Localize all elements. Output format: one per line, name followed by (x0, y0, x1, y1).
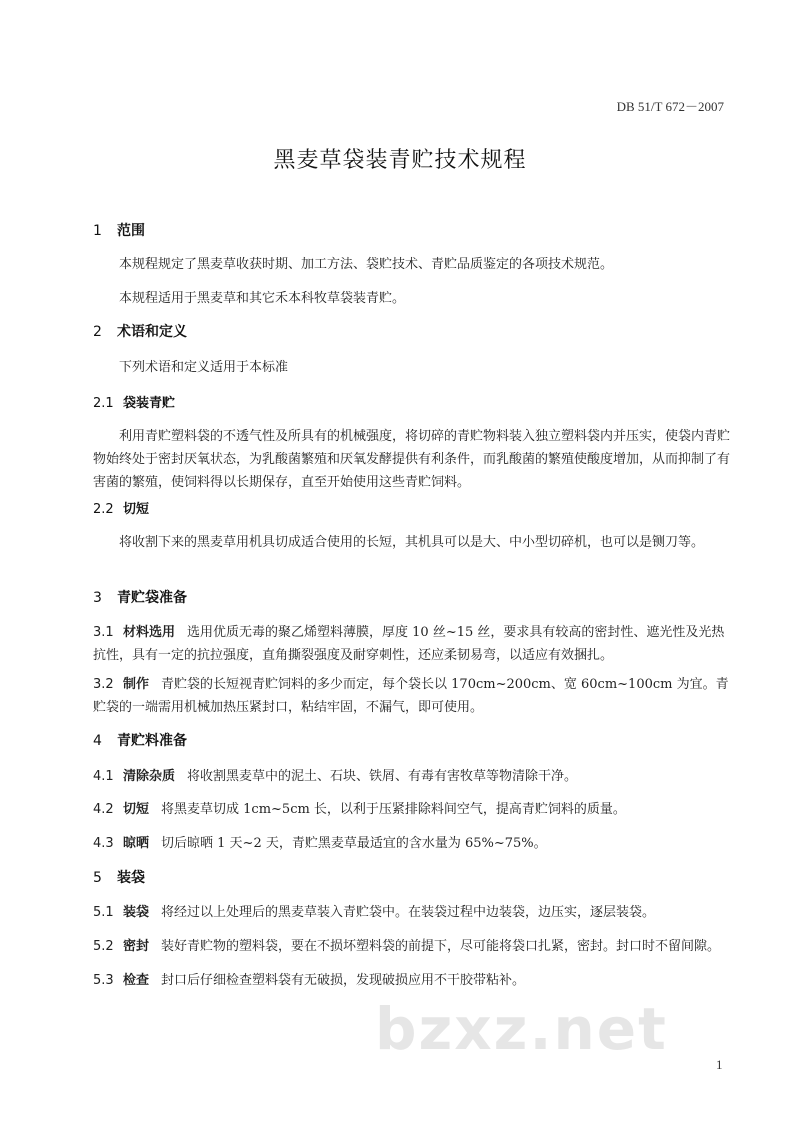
section-3-1-paragraph (93, 621, 733, 667)
subsection-number: 3.1 (93, 625, 114, 640)
section-4-1-paragraph (93, 765, 733, 788)
subsection-text: 封口后仔细检查塑料袋有无破损，发现破损应用不干胶带粘补。 (161, 973, 526, 988)
section-1-paragraph-2: 本规程适用于黑麦草和其它禾本科牧草袋装青贮。 (119, 291, 406, 306)
subsection-text: 将收割黑麦草中的泥土、石块、铁屑、有毒有害牧草等物清除干净。 (187, 769, 578, 784)
section-1-paragraph-1: 本规程规定了黑麦草收获时期、加工方法、袋贮技术、青贮品质鉴定的各项技术规范。 (119, 257, 614, 272)
section-4-2-paragraph (93, 798, 733, 821)
subsection-text: 青贮袋的长短视青贮饲料的多少而定，每个袋长以 170cm~200cm、宽 60cm~100cm 为宜。青贮袋的一端需用机械加热压紧封口，粘结牢固，不漏气，即可使用。 (93, 677, 729, 715)
section-2-1-text: 利用青贮塑料袋的不透气性及所具有的机械强度，将切碎的青贮物料装入独立塑料袋内并压实，使袋内青贮物始终处于密封厌氧状态，为乳酸菌繁殖和厌氧发酵提供有利条件，而乳酸菌的繁殖使酸度增加，从而抑制了有害菌的繁殖，使饲料得以长期保存，直至开始使用这些青贮饲料。 (93, 429, 731, 490)
section-title: 青贮料准备 (117, 733, 187, 749)
section-2-2-heading (93, 498, 149, 517)
section-number: 1 (93, 223, 102, 239)
subsection-title: 材料选用 (123, 625, 176, 640)
section-2-heading (93, 321, 187, 341)
section-title: 装袋 (117, 870, 145, 886)
section-number: 4 (93, 733, 102, 749)
section-5-heading (93, 867, 145, 887)
subsection-text: 切后晾晒 1 天~2 天，青贮黑麦草最适宜的含水量为 65%~75%。 (161, 836, 547, 851)
section-5-3-paragraph (93, 969, 733, 992)
subsection-number: 5.2 (93, 939, 114, 954)
section-2-1-heading (93, 392, 175, 411)
section-number: 5 (93, 870, 102, 886)
subsection-number: 5.3 (93, 973, 114, 988)
subsection-title: 清除杂质 (123, 769, 176, 784)
subsection-title: 切短 (123, 802, 150, 817)
subsection-text: 将黑麦草切成 1cm~5cm 长，以利于压紧排除料间空气，提高青贮饲料的质量。 (161, 802, 626, 817)
section-1-heading (93, 220, 145, 240)
section-2-2-text: 将收割下来的黑麦草用机具切成适合使用的长短，其机具可以是大、中小型切碎机，也可以是铡刀等。 (119, 535, 705, 550)
section-3-heading (93, 587, 187, 607)
section-5-2-paragraph (93, 935, 733, 958)
subsection-text: 选用优质无毒的聚乙烯塑料薄膜，厚度 10 丝~15 丝，要求具有较高的密封性、遮光性及光热抗性，具有一定的抗拉强度，直角撕裂强度及耐穿刺性，还应柔韧易弯，以适应有效捆扎。 (93, 625, 725, 663)
section-number: 2 (93, 324, 102, 340)
section-3-2-paragraph (93, 673, 733, 719)
subsection-number: 2.2 (93, 502, 114, 517)
subsection-title: 制作 (123, 677, 150, 692)
subsection-number: 4.3 (93, 836, 114, 851)
section-number: 3 (93, 590, 102, 606)
subsection-title: 检查 (123, 973, 150, 988)
subsection-number: 3.2 (93, 677, 114, 692)
page-number: 1 (716, 1057, 723, 1072)
section-4-3-paragraph (93, 832, 733, 855)
subsection-title: 密封 (123, 939, 150, 954)
subsection-number: 4.1 (93, 769, 114, 784)
subsection-title: 晾晒 (123, 836, 150, 851)
subsection-title: 切短 (123, 502, 150, 517)
section-4-heading (93, 730, 187, 750)
subsection-number: 2.1 (93, 396, 114, 411)
section-title: 术语和定义 (117, 324, 187, 340)
subsection-number: 5.1 (93, 905, 114, 920)
subsection-text: 装好青贮物的塑料袋，要在不损坏塑料袋的前提下，尽可能将袋口扎紧，密封。封口时不留间隙。 (161, 939, 721, 954)
standard-code: DB 51/T 672－2007 (616, 99, 724, 114)
document-title: 黑麦草袋装青贮技术规程 (273, 148, 527, 173)
subsection-number: 4.2 (93, 802, 114, 817)
subsection-title: 袋装青贮 (123, 396, 176, 411)
watermark: bzxz.net (375, 995, 668, 1063)
section-title: 范围 (117, 223, 145, 239)
section-title: 青贮袋准备 (117, 590, 187, 606)
subsection-title: 装袋 (123, 905, 150, 920)
section-2-paragraph-1: 下列术语和定义适用于本标准 (119, 360, 289, 375)
subsection-text: 将经过以上处理后的黑麦草装入青贮袋中。在装袋过程中边装袋，边压实，逐层装袋。 (161, 905, 656, 920)
section-5-1-paragraph (93, 901, 733, 924)
